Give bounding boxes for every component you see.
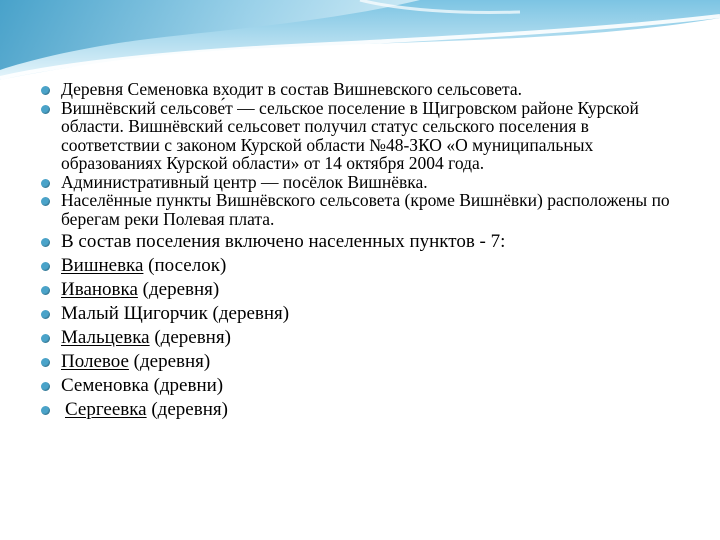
bullet-icon	[41, 238, 50, 247]
settlement-type: (древни)	[153, 375, 224, 396]
settlement-item	[40, 303, 690, 324]
bullet-icon	[41, 262, 50, 271]
bullet-icon	[41, 105, 50, 114]
settlement-type: (поселок)	[148, 255, 227, 276]
list-item: Деревня Семеновка входит в состав Вишневского сельсовета.	[40, 80, 690, 99]
settlement-link[interactable]: Мальцевка	[61, 327, 150, 348]
settlement-type: (деревня)	[154, 327, 231, 348]
bullet-icon	[41, 334, 50, 343]
settlement-link[interactable]: Полевое	[61, 351, 129, 372]
settlement-name: Малый Щигорчик	[61, 303, 208, 324]
bullet-icon	[41, 310, 50, 319]
settlement-item	[40, 351, 690, 372]
bullet-icon	[41, 286, 50, 295]
settlement-type: (деревня)	[212, 303, 290, 324]
settlement-item	[40, 279, 690, 300]
content-list	[40, 80, 690, 420]
settlement-type: (деревня)	[142, 279, 220, 300]
bullet-icon	[41, 179, 50, 188]
settlement-type: (деревня)	[151, 399, 228, 420]
settlement-link[interactable]: Вишневка	[61, 255, 144, 276]
header-wave-decoration	[0, 0, 720, 90]
list-item: Населённые пункты Вишнёвского сельсовета (кроме Вишнёвки) расположены по берегам реки Полевая плата.	[40, 191, 690, 228]
bullet-icon	[41, 197, 50, 206]
settlement-name: Семеновка	[61, 375, 149, 396]
settlement-item	[40, 327, 690, 348]
settlement-count-line: В состав поселения включено населенных пунктов - 7:	[40, 231, 690, 252]
settlement-type: (деревня)	[133, 351, 211, 372]
bullet-icon	[41, 382, 50, 391]
settlement-link[interactable]: Сергеевка	[65, 399, 147, 420]
bullet-icon	[41, 358, 50, 367]
settlement-item	[40, 375, 690, 396]
settlement-item	[40, 255, 690, 276]
settlement-item	[40, 399, 690, 420]
settlement-link[interactable]: Ивановка	[61, 279, 138, 300]
list-item: Вишнёвский сельсове́т — сельское поселение в Щигровском районе Курской области. Вишнёвский сельсовет получил статус сельского поселения в соответствии с законом Курской области №48-ЗКО «О муниципальных образованиях Курской области» от 14 октября 2004 года.	[40, 99, 690, 173]
list-item: Административный центр — посёлок Вишнёвка.	[40, 173, 690, 192]
bullet-icon	[41, 406, 50, 415]
bullet-icon	[41, 86, 50, 95]
